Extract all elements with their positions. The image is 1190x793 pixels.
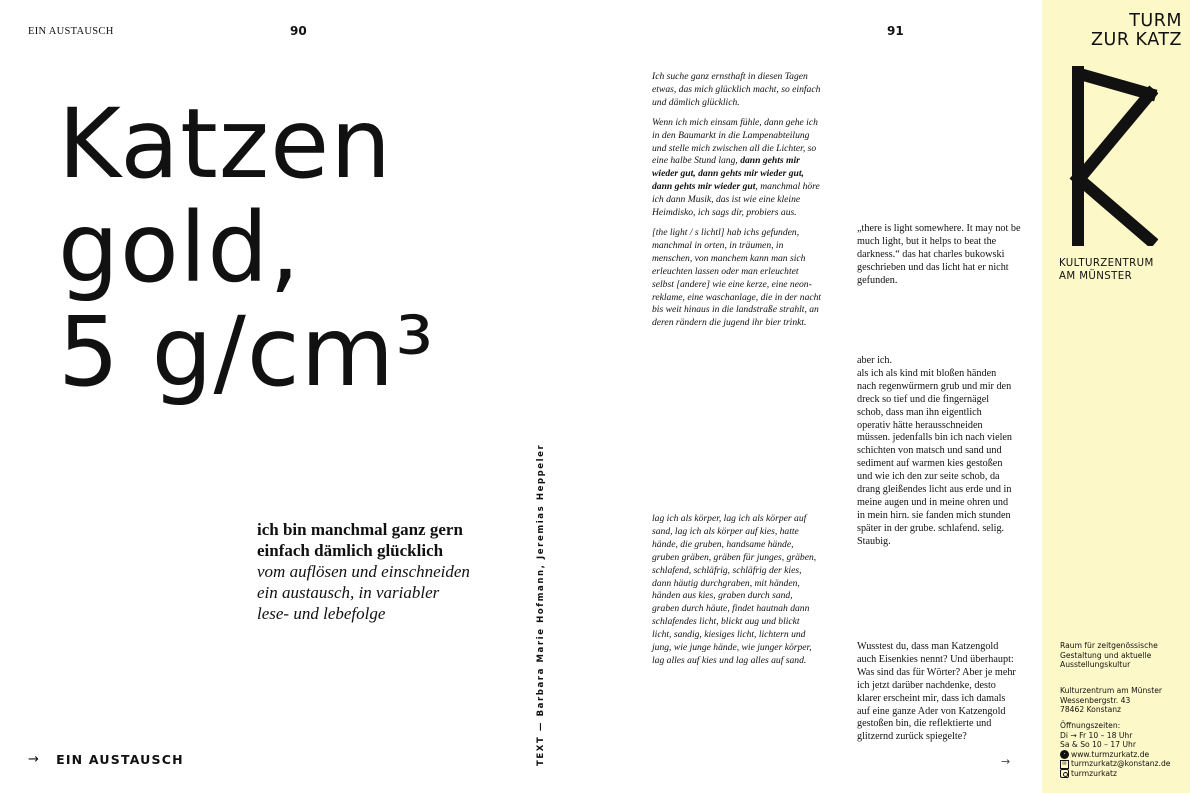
- text-column-2-middle: [857, 355, 1017, 549]
- brand-subtitle: [1059, 258, 1184, 283]
- paragraph: lag ich als körper, lag ich als körper auf sand, lag ich als körper auf kies, hatte hände, die gruben, handsame hände, gruben gräben, gräben für junges, gräben, schlafend, schläfrig, schläfrig der kies, dann häutig durchgraben, mit händen, händen aus kies, graben durch sand, graben durch häute, findet hautnah dann schlafendes licht, blickt aug und blickt licht, sandig, kiesiges licht, lichtern und jung, wie junge hände, wie junger körper, lag alles auf kies und lag alles auf sand.: [652, 513, 817, 666]
- page-number-left: 90: [290, 24, 307, 38]
- info-line: Raum für zeitgenössische: [1060, 641, 1158, 650]
- intro-italic-line-3: lese- und lebefolge: [257, 604, 386, 623]
- hours-weekday: Di → Fr 10 – 18 Uhr: [1060, 730, 1133, 740]
- next-page-arrow-icon[interactable]: →: [1001, 755, 1011, 768]
- arrow-right-icon: →: [28, 752, 41, 767]
- paragraph: „there is light somewhere. It may not be much light, but it helps to beat the darkness.“ das hat charles bukowski geschrieben und das licht hat er nicht gefunden.: [857, 223, 1021, 286]
- paragraph: [652, 117, 822, 220]
- paragraph: Ich suche ganz ernsthaft in diesen Tagen etwas, das mich glücklich macht, so einfach und dämlich glücklich.: [652, 71, 821, 108]
- email-text: turmzurkatz@konstanz.de: [1071, 759, 1171, 769]
- paragraph: Wusstest du, dass man Katzengold auch Eisenkies nennt? Und überhaupt: Was sind das für Wörter? Aber je mehr ich jetzt darüber nachdenke, desto klarer erscheint mir, dass ich damals auf eine ganze Ader von Katzengold gestoßen bin, die reflektierte und glitzernd zurück spiegelte?: [857, 641, 1016, 743]
- title-line-1: Katzen: [58, 88, 393, 200]
- paragraph-text: , manchmal höre ich dann Musik, das ist wie eine kleine Heimdisko, ich sags dir, probiers aus.: [652, 181, 820, 219]
- subtitle-line-2: AM MÜNSTER: [1059, 270, 1133, 282]
- description-block: [1060, 641, 1188, 670]
- section-link[interactable]: [28, 752, 184, 767]
- title-line-2: gold,: [58, 192, 301, 304]
- mail-icon: ✉: [1060, 760, 1069, 769]
- text-column-1-bottom: [652, 513, 817, 675]
- contact-block: [1060, 721, 1188, 779]
- tzk-monogram-icon: [1058, 66, 1158, 246]
- text-column-1-top: [652, 71, 822, 337]
- paragraph-text: Wenn ich mich einsam fühle, dann gehe ich in den Baumarkt in die Lampenabteilung und stelle mich zwischen all die Lichter, so eine halbe Stund lang,: [652, 116, 818, 167]
- paragraph-line: aber ich.: [857, 355, 893, 366]
- intro-italic-line-2: ein austausch, in variabler: [257, 583, 440, 602]
- paragraph: [the light / s lichtl] hab ichs gefunden, manchmal in orten, in träumen, in menschen, von manchem kann man sich erleuchten lassen oder man erleuchtet selbst [andere] wie eine kerze, eine neon-reklame, eine waschanlage, die in der nacht bis weit hinaus in die landstraße strahlt, an deren rändern die jugend ihr bier trinkt.: [652, 226, 822, 329]
- paragraph-emphasis: dann gehts mir wieder gut, dann gehts mir wieder gut, dann gehts mir wieder gut: [652, 155, 804, 193]
- bukowski-quote: [857, 223, 1022, 295]
- title-line-3: 5 g/cm³: [58, 296, 435, 408]
- author-credit: TEXT — Barbara Marie Hofmann, Jeremias Heppeler: [536, 443, 546, 766]
- paragraph: als ich als kind mit bloßen händen nach regenwürmern grub und mir den dreck so tief und die fingernägel schob, dass man ihn eigentlich operativ hätte herausschneiden müssen. jedenfalls bin ich nach vielen schichten von matsch und sand und sediment auf warmen kies gestoßen und wie ich den zur seite schob, da drang gleißendes licht aus erde und in meine augen und in meine ohren und in mein hirn. sie fanden mich stunden später in der grube. schlafend. selig. Staubig.: [857, 367, 1013, 547]
- info-line: Ausstellungskultur: [1060, 660, 1131, 670]
- hours-label: Öffnungszeiten:: [1060, 721, 1121, 730]
- email-link[interactable]: [1060, 759, 1188, 769]
- info-line: Wessenbergstr. 43: [1060, 695, 1131, 705]
- info-line: 78462 Konstanz: [1060, 705, 1122, 715]
- page-number-right: 91: [887, 24, 904, 38]
- website-text: www.turmzurkatz.de: [1071, 749, 1150, 759]
- address-block: [1060, 686, 1188, 715]
- hours-weekend: Sa & So 10 – 17 Uhr: [1060, 740, 1136, 750]
- instagram-icon: [1060, 769, 1069, 778]
- info-line: Kulturzentrum am Münster: [1060, 686, 1162, 695]
- subtitle-line-1: KULTURZENTRUM: [1059, 258, 1154, 269]
- info-line: Gestaltung und aktuelle: [1060, 650, 1152, 660]
- article-title: [58, 88, 538, 408]
- article-intro: [257, 519, 497, 624]
- intro-bold-line-2: einfach dämlich glücklich: [257, 541, 444, 560]
- intro-italic-line-1: vom auflösen und einschneiden: [257, 562, 470, 581]
- sidebar: [1042, 0, 1190, 793]
- section-label: EIN AUSTAUSCH: [28, 26, 114, 37]
- text-column-2-bottom: [857, 641, 1017, 751]
- brand-name[interactable]: [1060, 12, 1182, 50]
- instagram-link[interactable]: [1060, 769, 1188, 779]
- intro-bold-line-1: ich bin manchmal ganz gern: [257, 520, 463, 539]
- globe-icon: ·: [1060, 750, 1069, 759]
- website-link[interactable]: [1060, 750, 1188, 760]
- section-link-label: EIN AUSTAUSCH: [56, 752, 184, 767]
- brand-line-1: TURM: [1129, 11, 1182, 31]
- brand-line-2: ZUR KATZ: [1091, 30, 1182, 50]
- instagram-text: turmzurkatz: [1071, 768, 1117, 778]
